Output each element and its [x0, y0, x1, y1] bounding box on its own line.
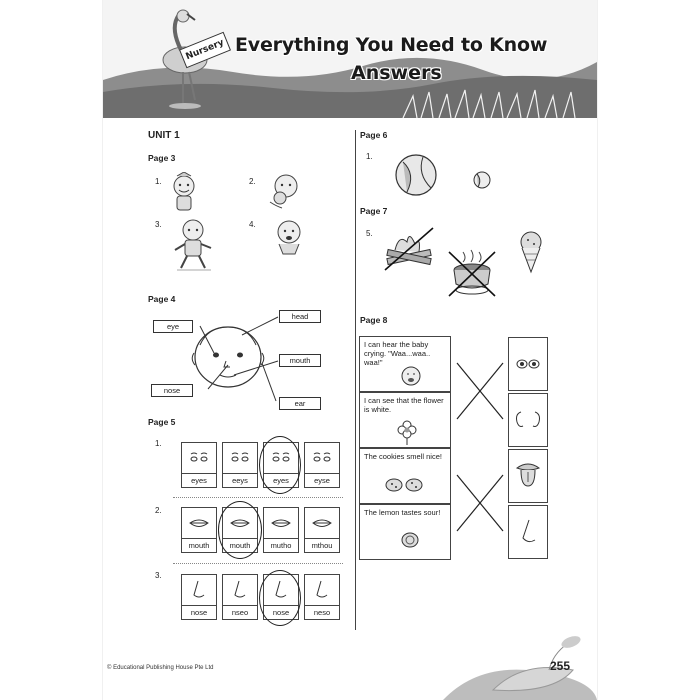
- word-card: [304, 507, 340, 553]
- row-separator: [173, 563, 343, 564]
- page-subtitle: Answers: [351, 62, 442, 84]
- word-card-label: mouth: [223, 538, 257, 552]
- sentence-text: The lemon tastes sour!: [364, 508, 441, 517]
- word-card-label: nose: [264, 605, 298, 619]
- page6-heading: Page 6: [360, 130, 388, 140]
- page5-row-number: 3.: [155, 571, 162, 580]
- word-card: [181, 442, 217, 488]
- sentence-text: The cookies smell nice!: [364, 452, 442, 461]
- hot-pot-crossed-illustration: [443, 246, 501, 298]
- child-happy-illustration: [169, 172, 199, 214]
- sense-card: [508, 449, 548, 503]
- label-head: head: [279, 310, 321, 323]
- word-card-label: eyes: [264, 473, 298, 487]
- page-number: 255: [550, 659, 571, 673]
- word-card: [263, 507, 299, 553]
- word-card-label: eeys: [223, 473, 257, 487]
- sentence-card: [359, 504, 451, 560]
- tongue-icon: [509, 450, 547, 502]
- word-card-label: nseo: [223, 605, 257, 619]
- sentence-card: [359, 392, 451, 448]
- header-banner: [103, 0, 597, 118]
- word-card: [181, 574, 217, 620]
- word-card: [304, 442, 340, 488]
- page3-heading: Page 3: [148, 153, 176, 163]
- word-card: [304, 574, 340, 620]
- campfire-crossed-illustration: [379, 224, 439, 274]
- flower-icon: [396, 419, 418, 445]
- page5-row-number: 2.: [155, 506, 162, 515]
- sense-card: [508, 393, 548, 447]
- row-separator: [173, 497, 343, 498]
- sentence-text: I can hear the baby crying. "Waa...waa.. waa!": [364, 340, 431, 367]
- page7-heading: Page 7: [360, 206, 388, 216]
- worksheet-page: [103, 0, 597, 700]
- answer-circle: [218, 501, 262, 559]
- nursery-badge-label: Nursery: [184, 37, 226, 63]
- sense-card: [508, 505, 548, 559]
- column-divider: [355, 130, 356, 630]
- child-walking-illustration: [173, 218, 215, 272]
- lemon-icon: [400, 531, 420, 549]
- child-sick-illustration: [273, 218, 305, 258]
- page-title: Everything You Need to Know: [235, 34, 548, 56]
- sentence-card: [359, 448, 451, 504]
- word-card-label: eyse: [305, 473, 339, 487]
- copyright-notice: © Educational Publishing House Pte Ltd: [107, 665, 214, 671]
- unit-heading: UNIT 1: [148, 130, 180, 141]
- page3-item-number: 3.: [155, 220, 162, 229]
- page3-item-number: 4.: [249, 220, 256, 229]
- word-card-label: mouth: [182, 538, 216, 552]
- word-card-label: eyes: [182, 473, 216, 487]
- page5-heading: Page 5: [148, 417, 176, 427]
- label-eye: eye: [153, 320, 193, 333]
- crying-baby-icon: [400, 365, 422, 387]
- page5-row-number: 1.: [155, 439, 162, 448]
- nose-icon: [509, 506, 547, 558]
- label-nose: nose: [151, 384, 193, 397]
- page6-item-number: 1.: [366, 152, 373, 161]
- word-card: [181, 507, 217, 553]
- page3-item-number: 2.: [249, 177, 256, 186]
- small-ball-illustration: [472, 170, 492, 190]
- ice-cream-illustration: [516, 230, 546, 274]
- word-card-label: neso: [305, 605, 339, 619]
- answer-circle: [259, 436, 301, 494]
- big-ball-illustration: [393, 152, 439, 198]
- ears-icon: [509, 394, 547, 446]
- sentence-text: I can see that the flower is white.: [364, 396, 444, 414]
- word-card: [222, 574, 258, 620]
- answer-circle: [259, 570, 301, 626]
- page4-heading: Page 4: [148, 294, 176, 304]
- label-mouth: mouth: [279, 354, 321, 367]
- child-eating-illustration: [266, 172, 302, 212]
- cookies-icon: [384, 477, 424, 493]
- word-card-label: nose: [182, 605, 216, 619]
- eyes-icon: [509, 338, 547, 390]
- page7-item-number: 5.: [366, 229, 373, 238]
- sentence-card: [359, 336, 451, 392]
- sense-card: [508, 337, 548, 391]
- label-ear: ear: [279, 397, 321, 410]
- page8-heading: Page 8: [360, 315, 388, 325]
- word-card-label: mutho: [264, 538, 298, 552]
- page3-item-number: 1.: [155, 177, 162, 186]
- matching-lines: [453, 336, 507, 558]
- word-card: [222, 442, 258, 488]
- word-card-label: mthou: [305, 538, 339, 552]
